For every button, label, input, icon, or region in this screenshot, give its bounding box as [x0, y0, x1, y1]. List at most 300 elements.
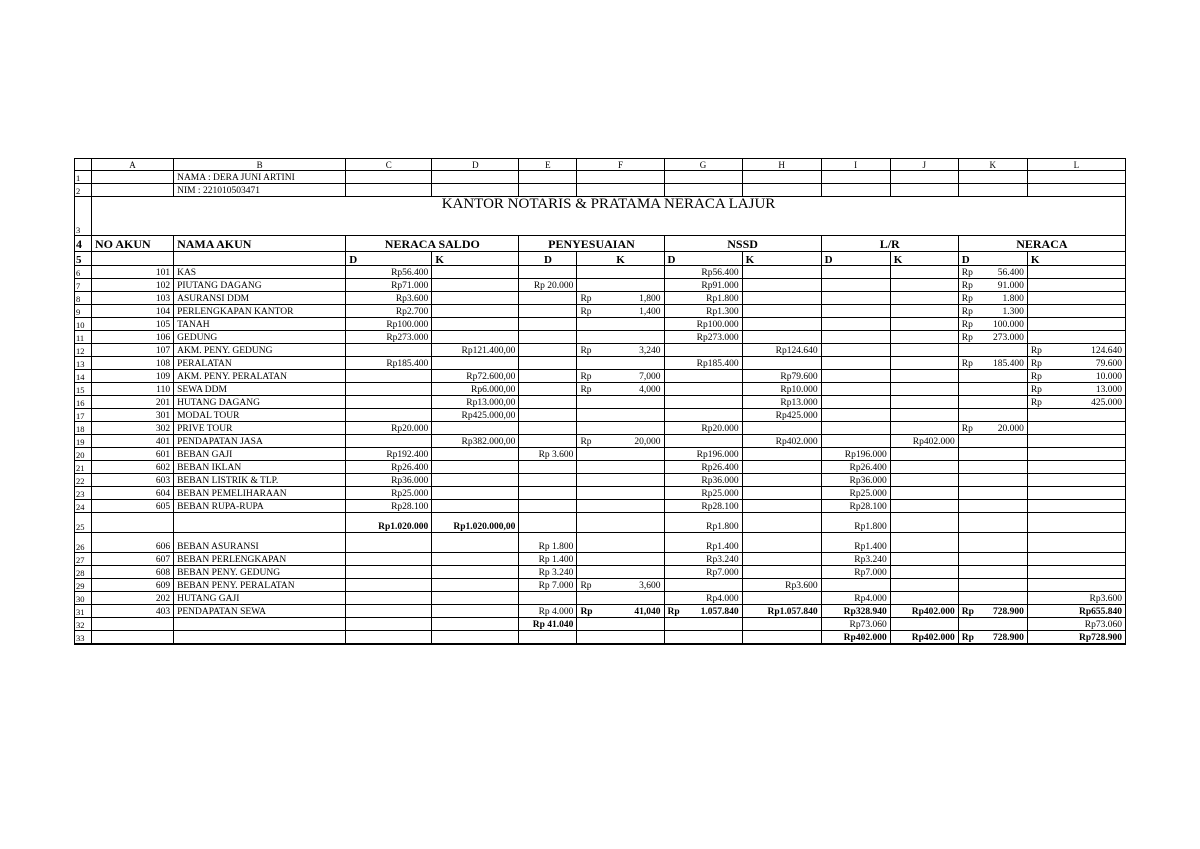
cell-f[interactable]	[577, 383, 664, 396]
header-kredit[interactable]: K	[1027, 252, 1125, 266]
cell-f[interactable]	[577, 279, 664, 292]
row-number[interactable]: 3	[75, 197, 92, 236]
cell-d[interactable]	[432, 500, 519, 513]
cell-g[interactable]: Rp91.000	[664, 279, 742, 292]
cell-i[interactable]: Rp73.060	[821, 618, 890, 631]
header-kredit[interactable]: K	[742, 252, 821, 266]
cell-d[interactable]	[432, 422, 519, 435]
cell-l[interactable]	[1027, 513, 1125, 533]
cell-f[interactable]	[577, 448, 664, 461]
cell-h[interactable]	[742, 513, 821, 533]
cell-c[interactable]	[346, 396, 432, 409]
cell-h[interactable]: Rp124.640	[742, 344, 821, 357]
row-number[interactable]: 27	[75, 553, 92, 566]
cell-l[interactable]	[1027, 331, 1125, 344]
cell-e[interactable]: Rp 3.240	[519, 566, 577, 579]
cell-d[interactable]	[432, 461, 519, 474]
cell[interactable]	[92, 252, 174, 266]
cell-k[interactable]	[958, 631, 1027, 645]
cell-k[interactable]	[958, 292, 1027, 305]
cell-l[interactable]	[1027, 487, 1125, 500]
cell-c[interactable]	[346, 370, 432, 383]
cell-i[interactable]: Rp7.000	[821, 566, 890, 579]
cell[interactable]	[890, 184, 958, 197]
cell-no-akun[interactable]	[92, 631, 174, 645]
cell-d[interactable]: Rp121.400,00	[432, 344, 519, 357]
cell-no-akun[interactable]	[92, 618, 174, 631]
cell-j[interactable]	[890, 331, 958, 344]
cell-g[interactable]: Rp4.000	[664, 592, 742, 605]
cell-i[interactable]: Rp328.940	[821, 605, 890, 618]
cell-d[interactable]: Rp72.600,00	[432, 370, 519, 383]
cell-j[interactable]	[890, 422, 958, 435]
cell-d[interactable]: Rp382.000,00	[432, 435, 519, 448]
cell-nama-akun[interactable]: PIUTANG DAGANG	[174, 279, 346, 292]
cell-l[interactable]	[1027, 266, 1125, 279]
cell-j[interactable]	[890, 409, 958, 422]
row-number[interactable]: 31	[75, 605, 92, 618]
cell-h[interactable]	[742, 305, 821, 318]
row-number[interactable]: 1	[75, 171, 92, 184]
cell-l[interactable]: Rp3.600	[1027, 592, 1125, 605]
cell-l[interactable]	[1027, 318, 1125, 331]
cell-nama-akun[interactable]: BEBAN ASURANSI	[174, 533, 346, 553]
cell-l[interactable]	[1027, 500, 1125, 513]
cell-c[interactable]: Rp20.000	[346, 422, 432, 435]
col-header-b[interactable]: B	[174, 159, 346, 171]
cell-i[interactable]	[821, 344, 890, 357]
cell-j[interactable]	[890, 618, 958, 631]
cell-j[interactable]	[890, 266, 958, 279]
cell-h[interactable]: Rp425.000	[742, 409, 821, 422]
cell-e[interactable]	[519, 383, 577, 396]
cell-no-akun[interactable]	[92, 513, 174, 533]
cell-j[interactable]	[890, 592, 958, 605]
cell-f[interactable]	[577, 318, 664, 331]
cell-j[interactable]	[890, 448, 958, 461]
cell-e[interactable]: Rp 41.040	[519, 618, 577, 631]
row-number[interactable]: 17	[75, 409, 92, 422]
header-nama-akun[interactable]: NAMA AKUN	[174, 236, 346, 252]
row-number[interactable]: 8	[75, 292, 92, 305]
row-number[interactable]: 25	[75, 513, 92, 533]
cell-nama-akun[interactable]: PERLENGKAPAN KANTOR	[174, 305, 346, 318]
cell-e[interactable]	[519, 474, 577, 487]
cell-k[interactable]	[958, 357, 1027, 370]
header-debit[interactable]: D	[958, 252, 1027, 266]
cell[interactable]	[92, 184, 174, 197]
cell-h[interactable]	[742, 487, 821, 500]
cell-g[interactable]: Rp185.400	[664, 357, 742, 370]
cell-nama-akun[interactable]: BEBAN PERLENGKAPAN	[174, 553, 346, 566]
cell-k[interactable]	[958, 305, 1027, 318]
cell-nama-akun[interactable]: MODAL TOUR	[174, 409, 346, 422]
cell[interactable]	[742, 184, 821, 197]
cell[interactable]	[519, 171, 577, 184]
cell-f[interactable]	[577, 553, 664, 566]
row-number[interactable]: 13	[75, 357, 92, 370]
cell-d[interactable]	[432, 266, 519, 279]
cell-c[interactable]	[346, 579, 432, 592]
cell-h[interactable]	[742, 631, 821, 645]
row-number[interactable]: 14	[75, 370, 92, 383]
cell-j[interactable]	[890, 461, 958, 474]
cell[interactable]	[1027, 171, 1125, 184]
row-number[interactable]: 19	[75, 435, 92, 448]
cell-nama-akun[interactable]: BEBAN PENY. GEDUNG	[174, 566, 346, 579]
cell-c[interactable]: Rp36.000	[346, 474, 432, 487]
cell-k[interactable]	[958, 553, 1027, 566]
cell-k[interactable]	[958, 383, 1027, 396]
cell-c[interactable]: Rp71.000	[346, 279, 432, 292]
cell-f[interactable]	[577, 513, 664, 533]
cell-k[interactable]	[958, 409, 1027, 422]
cell-f[interactable]	[577, 474, 664, 487]
cell-j[interactable]	[890, 279, 958, 292]
cell-g[interactable]: Rp7.000	[664, 566, 742, 579]
cell-g[interactable]: Rp26.400	[664, 461, 742, 474]
cell-e[interactable]	[519, 435, 577, 448]
cell-l[interactable]	[1027, 435, 1125, 448]
cell-k[interactable]	[958, 533, 1027, 553]
col-header-a[interactable]: A	[92, 159, 174, 171]
cell-no-akun[interactable]: 604	[92, 487, 174, 500]
cell-f[interactable]	[577, 605, 664, 618]
cell-c[interactable]	[346, 618, 432, 631]
cell-h[interactable]	[742, 357, 821, 370]
row-number[interactable]: 9	[75, 305, 92, 318]
cell-f[interactable]	[577, 344, 664, 357]
cell-g[interactable]: Rp100.000	[664, 318, 742, 331]
header-no-akun[interactable]: NO AKUN	[92, 236, 174, 252]
cell-j[interactable]	[890, 533, 958, 553]
cell-e[interactable]	[519, 422, 577, 435]
row-number[interactable]: 18	[75, 422, 92, 435]
cell-i[interactable]	[821, 357, 890, 370]
cell-no-akun[interactable]: 106	[92, 331, 174, 344]
cell[interactable]	[346, 171, 432, 184]
cell-k[interactable]	[958, 618, 1027, 631]
cell-c[interactable]	[346, 435, 432, 448]
row-number[interactable]: 28	[75, 566, 92, 579]
cell-h[interactable]	[742, 292, 821, 305]
cell-g[interactable]	[664, 618, 742, 631]
cell-g[interactable]: Rp28.100	[664, 500, 742, 513]
cell-g[interactable]: Rp273.000	[664, 331, 742, 344]
col-header-g[interactable]: G	[664, 159, 742, 171]
cell-k[interactable]	[958, 513, 1027, 533]
row-number[interactable]: 20	[75, 448, 92, 461]
cell-h[interactable]: Rp10.000	[742, 383, 821, 396]
cell-g[interactable]: Rp56.400	[664, 266, 742, 279]
cell-l[interactable]	[1027, 474, 1125, 487]
cell-f[interactable]	[577, 487, 664, 500]
cell-j[interactable]	[890, 318, 958, 331]
cell-nama-akun[interactable]: BEBAN PEMELIHARAAN	[174, 487, 346, 500]
row-number[interactable]: 6	[75, 266, 92, 279]
cell-d[interactable]	[432, 592, 519, 605]
header-nssd[interactable]: NSSD	[664, 236, 821, 252]
row-number[interactable]: 5	[75, 252, 92, 266]
col-header-d[interactable]: D	[432, 159, 519, 171]
cell-c[interactable]: Rp26.400	[346, 461, 432, 474]
cell-i[interactable]	[821, 396, 890, 409]
header-debit[interactable]: D	[664, 252, 742, 266]
cell-c[interactable]	[346, 344, 432, 357]
header-lr[interactable]: L/R	[821, 236, 958, 252]
cell-nama-akun[interactable]: HUTANG GAJI	[174, 592, 346, 605]
cell-i[interactable]	[821, 579, 890, 592]
cell-l[interactable]	[1027, 279, 1125, 292]
cell-i[interactable]	[821, 318, 890, 331]
cell-i[interactable]	[821, 370, 890, 383]
cell-k[interactable]	[958, 331, 1027, 344]
cell-k[interactable]	[958, 579, 1027, 592]
cell-h[interactable]	[742, 279, 821, 292]
cell-l[interactable]	[1027, 396, 1125, 409]
cell-j[interactable]	[890, 370, 958, 383]
row-number[interactable]: 4	[75, 236, 92, 252]
row-number[interactable]: 24	[75, 500, 92, 513]
cell-h[interactable]: Rp13.000	[742, 396, 821, 409]
cell-no-akun[interactable]: 601	[92, 448, 174, 461]
cell-g[interactable]: Rp25.000	[664, 487, 742, 500]
cell-f[interactable]	[577, 631, 664, 645]
cell-k[interactable]	[958, 605, 1027, 618]
col-header-h[interactable]: H	[742, 159, 821, 171]
cell-k[interactable]	[958, 344, 1027, 357]
cell-no-akun[interactable]: 401	[92, 435, 174, 448]
row-number[interactable]: 7	[75, 279, 92, 292]
cell-g[interactable]	[664, 396, 742, 409]
cell-g[interactable]: Rp196.000	[664, 448, 742, 461]
cell-i[interactable]	[821, 305, 890, 318]
cell-i[interactable]	[821, 409, 890, 422]
cell[interactable]	[577, 184, 664, 197]
cell-j[interactable]	[890, 396, 958, 409]
cell-d[interactable]: Rp13.000,00	[432, 396, 519, 409]
cell-h[interactable]	[742, 318, 821, 331]
row-number[interactable]: 2	[75, 184, 92, 197]
row-number[interactable]: 10	[75, 318, 92, 331]
cell-e[interactable]	[519, 357, 577, 370]
col-header-c[interactable]: C	[346, 159, 432, 171]
cell-l[interactable]: Rp655.840	[1027, 605, 1125, 618]
cell-e[interactable]	[519, 318, 577, 331]
cell-no-akun[interactable]: 301	[92, 409, 174, 422]
corner-cell[interactable]	[75, 159, 92, 171]
cell-d[interactable]	[432, 305, 519, 318]
cell-f[interactable]	[577, 533, 664, 553]
cell-nama-akun[interactable]: AKM. PENY. PERALATAN	[174, 370, 346, 383]
cell-e[interactable]	[519, 513, 577, 533]
cell-i[interactable]: Rp36.000	[821, 474, 890, 487]
cell-g[interactable]	[664, 409, 742, 422]
cell-i[interactable]	[821, 435, 890, 448]
cell-nama-akun[interactable]: BEBAN RUPA-RUPA	[174, 500, 346, 513]
cell-h[interactable]	[742, 461, 821, 474]
cell-d[interactable]	[432, 331, 519, 344]
cell-c[interactable]	[346, 409, 432, 422]
cell-e[interactable]	[519, 500, 577, 513]
cell-j[interactable]	[890, 566, 958, 579]
cell-h[interactable]: Rp3.600	[742, 579, 821, 592]
cell-e[interactable]	[519, 461, 577, 474]
cell-g[interactable]: Rp1.800	[664, 292, 742, 305]
cell-c[interactable]	[346, 566, 432, 579]
col-header-k[interactable]: K	[958, 159, 1027, 171]
cell-h[interactable]	[742, 331, 821, 344]
cell[interactable]	[174, 252, 346, 266]
cell-e[interactable]	[519, 592, 577, 605]
header-debit[interactable]: D	[346, 252, 432, 266]
cell-no-akun[interactable]: 606	[92, 533, 174, 553]
cell-h[interactable]	[742, 500, 821, 513]
cell-i[interactable]	[821, 422, 890, 435]
cell-e[interactable]	[519, 292, 577, 305]
cell-i[interactable]: Rp4.000	[821, 592, 890, 605]
cell-h[interactable]	[742, 533, 821, 553]
cell-j[interactable]	[890, 357, 958, 370]
cell-d[interactable]	[432, 474, 519, 487]
cell-k[interactable]	[958, 266, 1027, 279]
cell-c[interactable]: Rp28.100	[346, 500, 432, 513]
row-number[interactable]: 23	[75, 487, 92, 500]
cell-d[interactable]	[432, 566, 519, 579]
cell-j[interactable]	[890, 474, 958, 487]
cell[interactable]	[890, 171, 958, 184]
cell-g[interactable]: Rp1.300	[664, 305, 742, 318]
cell-no-akun[interactable]: 102	[92, 279, 174, 292]
cell[interactable]	[346, 184, 432, 197]
cell-c[interactable]: Rp192.400	[346, 448, 432, 461]
cell-h[interactable]: Rp79.600	[742, 370, 821, 383]
cell-no-akun[interactable]: 605	[92, 500, 174, 513]
cell-d[interactable]	[432, 357, 519, 370]
cell-i[interactable]: Rp28.100	[821, 500, 890, 513]
cell[interactable]	[821, 171, 890, 184]
cell-k[interactable]	[958, 318, 1027, 331]
cell-k[interactable]	[958, 474, 1027, 487]
col-header-f[interactable]: F	[577, 159, 664, 171]
cell-j[interactable]	[890, 292, 958, 305]
cell-j[interactable]	[890, 579, 958, 592]
cell-f[interactable]	[577, 357, 664, 370]
cell-e[interactable]: Rp 20.000	[519, 279, 577, 292]
cell-f[interactable]	[577, 305, 664, 318]
cell-f[interactable]	[577, 592, 664, 605]
cell-no-akun[interactable]: 103	[92, 292, 174, 305]
cell-c[interactable]	[346, 533, 432, 553]
cell-d[interactable]	[432, 553, 519, 566]
cell-f[interactable]	[577, 331, 664, 344]
cell-c[interactable]: Rp2.700	[346, 305, 432, 318]
cell-nama-akun[interactable]: PENDAPATAN JASA	[174, 435, 346, 448]
cell-i[interactable]	[821, 292, 890, 305]
cell-l[interactable]	[1027, 370, 1125, 383]
cell-g[interactable]	[664, 605, 742, 618]
cell-k[interactable]	[958, 448, 1027, 461]
cell-no-akun[interactable]: 101	[92, 266, 174, 279]
cell-i[interactable]	[821, 383, 890, 396]
cell-l[interactable]	[1027, 383, 1125, 396]
cell-k[interactable]	[958, 592, 1027, 605]
cell-no-akun[interactable]: 108	[92, 357, 174, 370]
cell-k[interactable]	[958, 487, 1027, 500]
cell-d[interactable]	[432, 579, 519, 592]
row-number[interactable]: 26	[75, 533, 92, 553]
cell-i[interactable]: Rp26.400	[821, 461, 890, 474]
cell-f[interactable]	[577, 266, 664, 279]
cell-no-akun[interactable]: 302	[92, 422, 174, 435]
cell-e[interactable]	[519, 331, 577, 344]
cell-i[interactable]: Rp25.000	[821, 487, 890, 500]
row-number[interactable]: 15	[75, 383, 92, 396]
header-kredit[interactable]: K	[577, 252, 664, 266]
cell-c[interactable]	[346, 631, 432, 645]
cell-c[interactable]: Rp25.000	[346, 487, 432, 500]
col-header-j[interactable]: J	[890, 159, 958, 171]
cell-nama-akun[interactable]: PENDAPATAN SEWA	[174, 605, 346, 618]
cell-l[interactable]	[1027, 533, 1125, 553]
cell-h[interactable]	[742, 592, 821, 605]
cell-k[interactable]	[958, 396, 1027, 409]
cell-e[interactable]: Rp 4.000	[519, 605, 577, 618]
cell-l[interactable]	[1027, 305, 1125, 318]
cell-nama-akun[interactable]: TANAH	[174, 318, 346, 331]
cell-h[interactable]: Rp1.057.840	[742, 605, 821, 618]
cell-c[interactable]: Rp273.000	[346, 331, 432, 344]
cell-h[interactable]	[742, 474, 821, 487]
cell[interactable]	[664, 184, 742, 197]
cell-f[interactable]	[577, 566, 664, 579]
header-debit[interactable]: D	[821, 252, 890, 266]
cell-d[interactable]	[432, 605, 519, 618]
header-debit[interactable]: D	[519, 252, 577, 266]
cell-no-akun[interactable]: 403	[92, 605, 174, 618]
cell-nama-akun[interactable]: KAS	[174, 266, 346, 279]
cell-l[interactable]	[1027, 553, 1125, 566]
cell-g[interactable]	[664, 579, 742, 592]
cell-f[interactable]	[577, 461, 664, 474]
cell-nama-akun[interactable]: HUTANG DAGANG	[174, 396, 346, 409]
cell-l[interactable]	[1027, 357, 1125, 370]
cell-i[interactable]	[821, 279, 890, 292]
cell-k[interactable]	[958, 500, 1027, 513]
cell-k[interactable]	[958, 422, 1027, 435]
cell-nama-akun[interactable]: GEDUNG	[174, 331, 346, 344]
cell-l[interactable]	[1027, 422, 1125, 435]
cell-h[interactable]	[742, 422, 821, 435]
cell-d[interactable]	[432, 631, 519, 645]
cell-e[interactable]	[519, 266, 577, 279]
header-neraca-saldo[interactable]: NERACA SALDO	[346, 236, 519, 252]
cell-l[interactable]	[1027, 292, 1125, 305]
cell-f[interactable]	[577, 435, 664, 448]
cell-j[interactable]	[890, 513, 958, 533]
cell-k[interactable]	[958, 370, 1027, 383]
cell-k[interactable]	[958, 435, 1027, 448]
header-penyesuaian[interactable]: PENYESUAIAN	[519, 236, 664, 252]
cell-nama-akun[interactable]: BEBAN LISTRIK & TLP.	[174, 474, 346, 487]
cell-h[interactable]	[742, 566, 821, 579]
cell[interactable]	[519, 184, 577, 197]
cell-d[interactable]	[432, 279, 519, 292]
cell-e[interactable]	[519, 344, 577, 357]
cell-l[interactable]	[1027, 579, 1125, 592]
cell-e[interactable]	[519, 370, 577, 383]
cell-g[interactable]: Rp1.400	[664, 533, 742, 553]
